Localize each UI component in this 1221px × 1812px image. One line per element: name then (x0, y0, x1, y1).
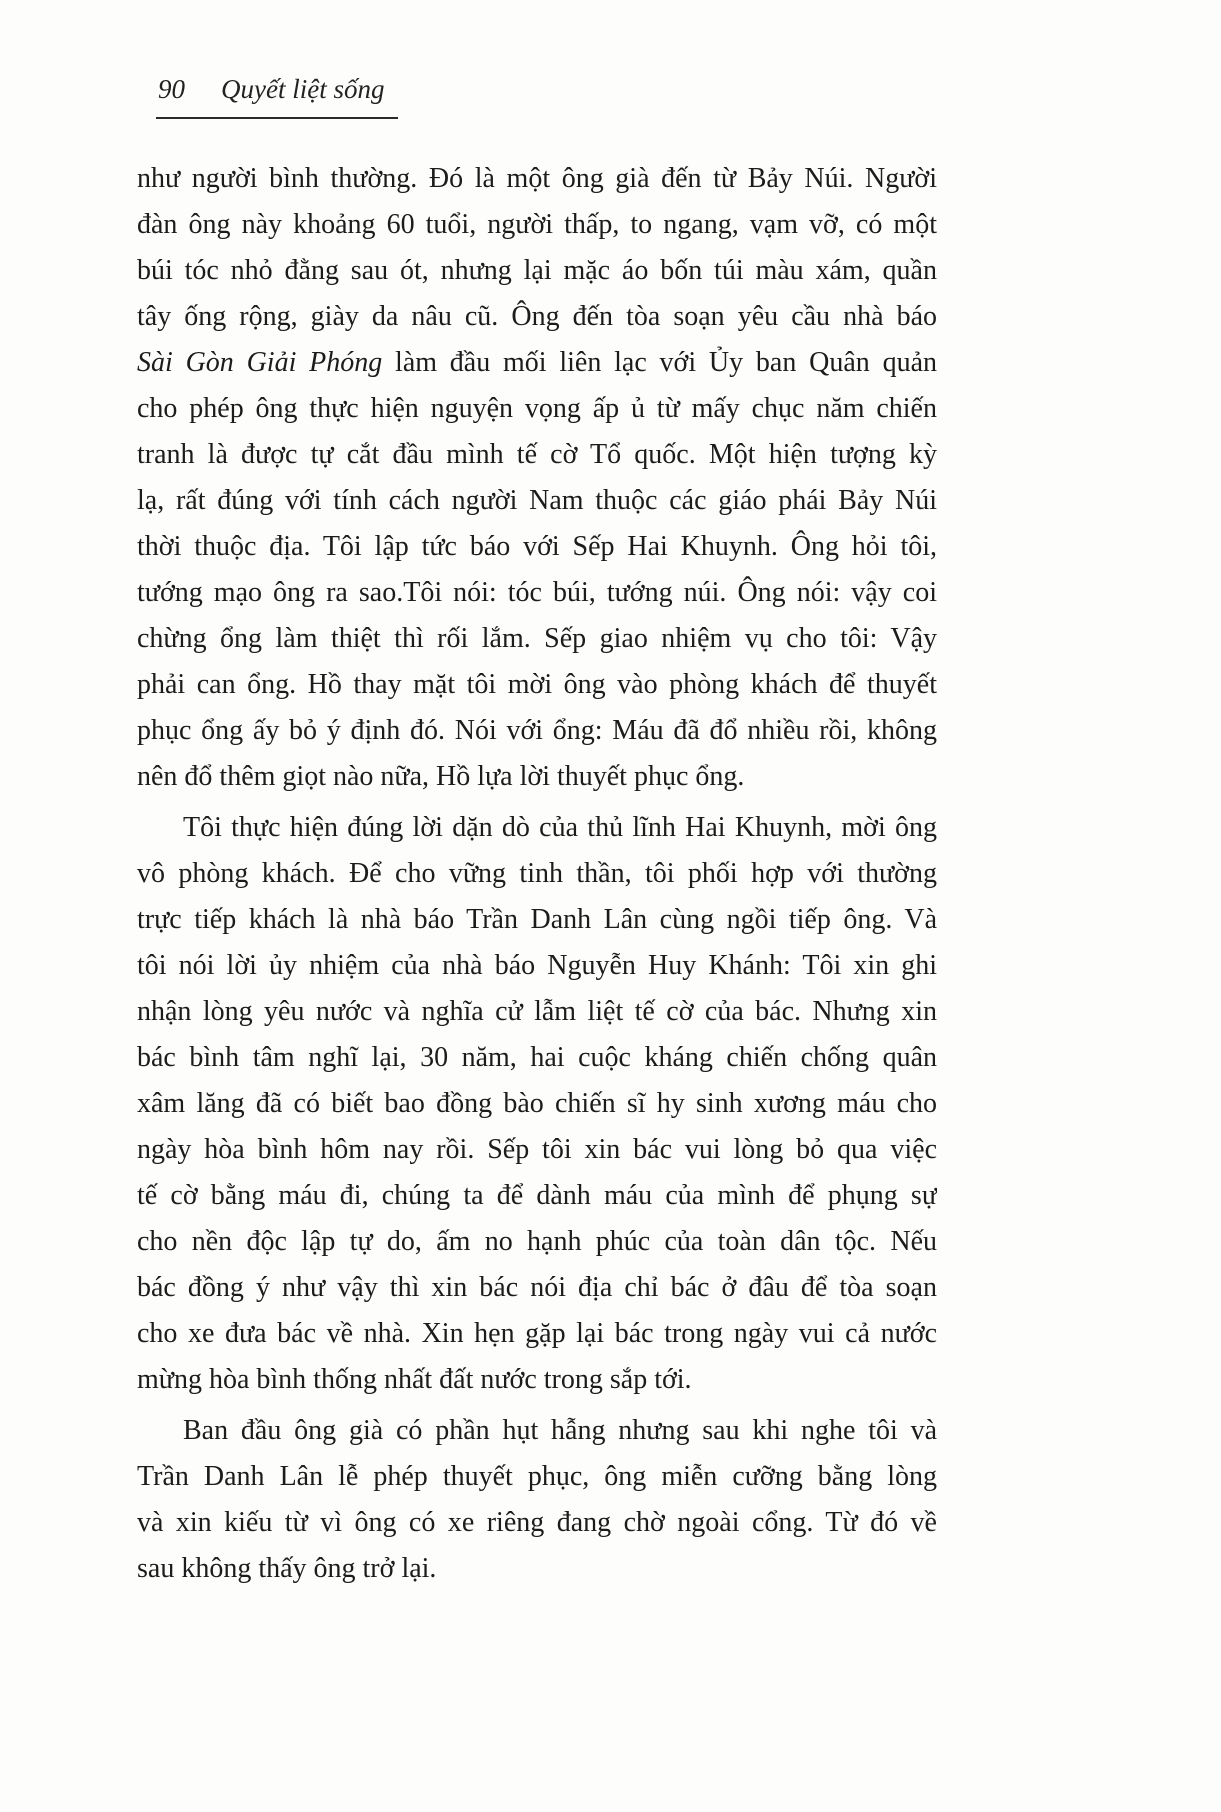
text-segment: như người bình thường. Đó là một ông già đến từ Bảy Núi. Người (137, 163, 937, 194)
paragraph (137, 156, 937, 800)
page-header (156, 74, 398, 119)
text-line (137, 386, 937, 432)
page-number: 90 (158, 74, 185, 104)
text-line (137, 248, 937, 294)
text-line (137, 1081, 937, 1127)
text-line (137, 1173, 937, 1219)
text-segment: vô phòng khách. Để cho vững tinh thần, tôi phối hợp với thường (137, 858, 937, 889)
text-segment: Ban đầu ông già có phần hụt hẫng nhưng sau khi nghe tôi và (183, 1415, 937, 1446)
text-line (137, 1454, 937, 1500)
text-segment: thời thuộc địa. Tôi lập tức báo với Sếp Hai Khuynh. Ông hỏi tôi, (137, 531, 937, 562)
text-line (137, 1219, 937, 1265)
text-segment: phục ổng ấy bỏ ý định đó. Nói với ổng: Máu đã đổ nhiều rồi, không (137, 715, 937, 746)
text-line (137, 805, 937, 851)
text-line (137, 1035, 937, 1081)
running-title: Quyết liệt sống (221, 74, 385, 104)
text-segment: búi tóc nhỏ đằng sau ót, nhưng lại mặc áo bốn túi màu xám, quần (137, 255, 937, 286)
text-segment: cho phép ông thực hiện nguyện vọng ấp ủ từ mấy chục năm chiến (137, 393, 937, 424)
text-line (137, 294, 937, 340)
text-line (137, 897, 937, 943)
text-segment: cho nền độc lập tự do, ấm no hạnh phúc của toàn dân tộc. Nếu (137, 1226, 937, 1257)
text-segment: nhận lòng yêu nước và nghĩa cử lẫm liệt tế cờ của bác. Nhưng xin (137, 996, 937, 1027)
text-line (137, 851, 937, 897)
text-line (137, 1500, 937, 1546)
text-line (137, 524, 937, 570)
text-segment: bác đồng ý như vậy thì xin bác nói địa chỉ bác ở đâu để tòa soạn (137, 1272, 937, 1303)
text-segment: bác bình tâm nghĩ lại, 30 năm, hai cuộc kháng chiến chống quân (137, 1042, 937, 1073)
text-segment: đàn ông này khoảng 60 tuổi, người thấp, to ngang, vạm vỡ, có một (137, 209, 937, 240)
text-segment: ngày hòa bình hôm nay rồi. Sếp tôi xin bác vui lòng bỏ qua việc (137, 1134, 937, 1165)
text-column (137, 156, 937, 1592)
text-line (137, 340, 937, 386)
text-segment: mừng hòa bình thống nhất đất nước trong sắp tới. (137, 1364, 692, 1395)
text-line (137, 754, 937, 800)
paragraph (137, 1408, 937, 1592)
text-line (137, 570, 937, 616)
italic-book-title: Sài Gòn Giải Phóng (137, 347, 383, 378)
text-line (137, 432, 937, 478)
text-line (137, 1127, 937, 1173)
text-line (137, 616, 937, 662)
text-segment: tranh là được tự cắt đầu mình tế cờ Tổ quốc. Một hiện tượng kỳ (137, 439, 937, 470)
text-segment: Trần Danh Lân lễ phép thuyết phục, ông miễn cưỡng bằng lòng (137, 1461, 937, 1492)
text-segment: cho xe đưa bác về nhà. Xin hẹn gặp lại bác trong ngày vui cả nước (137, 1318, 937, 1349)
text-segment: trực tiếp khách là nhà báo Trần Danh Lân cùng ngồi tiếp ông. Và (137, 904, 937, 935)
text-line (137, 943, 937, 989)
text-segment: tế cờ bằng máu đi, chúng ta để dành máu của mình để phụng sự (137, 1180, 937, 1211)
paragraph (137, 805, 937, 1403)
text-line (137, 202, 937, 248)
text-segment: tôi nói lời ủy nhiệm của nhà báo Nguyễn Huy Khánh: Tôi xin ghi (137, 950, 937, 981)
text-line (137, 1408, 937, 1454)
text-line (137, 708, 937, 754)
text-line (137, 156, 937, 202)
text-line (137, 989, 937, 1035)
text-segment: tây ống rộng, giày da nâu cũ. Ông đến tòa soạn yêu cầu nhà báo (137, 301, 937, 332)
text-segment: chừng ổng làm thiệt thì rối lắm. Sếp giao nhiệm vụ cho tôi: Vậy (137, 623, 937, 654)
text-line (137, 1546, 937, 1592)
text-segment: lạ, rất đúng với tính cách người Nam thuộc các giáo phái Bảy Núi (137, 485, 937, 516)
text-segment: Tôi thực hiện đúng lời dặn dò của thủ lĩnh Hai Khuynh, mời ông (183, 812, 937, 843)
text-segment: phải can ổng. Hồ thay mặt tôi mời ông vào phòng khách để thuyết (137, 669, 937, 700)
text-segment: tướng mạo ông ra sao.Tôi nói: tóc búi, tướng núi. Ông nói: vậy coi (137, 577, 937, 608)
text-segment: và xin kiếu từ vì ông có xe riêng đang chờ ngoài cổng. Từ đó về (137, 1507, 937, 1538)
text-segment: làm đầu mối liên lạc với Ủy ban Quân quản (382, 347, 937, 378)
text-line (137, 1311, 937, 1357)
text-line (137, 1265, 937, 1311)
text-line (137, 662, 937, 708)
text-line (137, 1357, 937, 1403)
text-segment: xâm lăng đã có biết bao đồng bào chiến sĩ hy sinh xương máu cho (137, 1088, 937, 1119)
text-segment: sau không thấy ông trở lại. (137, 1553, 437, 1584)
text-segment: nên đổ thêm giọt nào nữa, Hồ lựa lời thuyết phục ổng. (137, 761, 745, 792)
text-line (137, 478, 937, 524)
